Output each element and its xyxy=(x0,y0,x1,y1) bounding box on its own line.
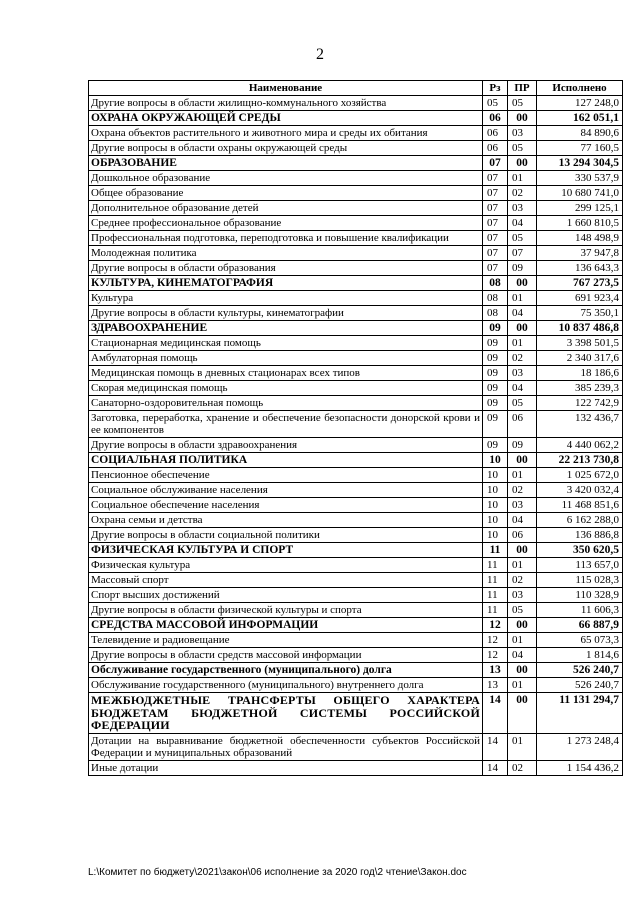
row-rz-cell: 09 xyxy=(483,438,508,453)
row-name-cell: Другие вопросы в области социальной политики xyxy=(89,528,483,543)
table-row xyxy=(89,483,623,498)
row-amount-cell: 115 028,3 xyxy=(537,573,623,588)
row-amount-cell: 11 468 851,6 xyxy=(537,498,623,513)
row-pr-cell: 05 xyxy=(508,603,537,618)
row-amount-cell: 1 814,6 xyxy=(537,648,623,663)
row-amount-cell: 13 294 304,5 xyxy=(537,156,623,171)
row-name-cell: Другие вопросы в области здравоохранения xyxy=(89,438,483,453)
row-name-cell: Другие вопросы в области жилищно-коммунального хозяйства xyxy=(89,96,483,111)
row-amount-cell: 385 239,3 xyxy=(537,381,623,396)
row-rz-cell: 10 xyxy=(483,498,508,513)
row-amount-cell: 6 162 288,0 xyxy=(537,513,623,528)
row-rz-cell: 13 xyxy=(483,663,508,678)
row-pr-cell: 00 xyxy=(508,663,537,678)
row-pr-cell: 04 xyxy=(508,381,537,396)
row-rz-cell: 14 xyxy=(483,733,508,760)
row-rz-cell: 11 xyxy=(483,603,508,618)
row-rz-cell: 10 xyxy=(483,453,508,468)
table-row xyxy=(89,186,623,201)
row-rz-cell: 08 xyxy=(483,276,508,291)
row-name-cell: Дошкольное образование xyxy=(89,171,483,186)
row-amount-cell: 1 660 810,5 xyxy=(537,216,623,231)
table-row xyxy=(89,498,623,513)
table-row xyxy=(89,171,623,186)
row-rz-cell: 09 xyxy=(483,336,508,351)
row-amount-cell: 3 420 032,4 xyxy=(537,483,623,498)
row-pr-cell: 00 xyxy=(508,693,537,734)
row-rz-cell: 07 xyxy=(483,246,508,261)
row-pr-cell: 02 xyxy=(508,483,537,498)
row-amount-cell: 11 131 294,7 xyxy=(537,693,623,734)
row-rz-cell: 11 xyxy=(483,543,508,558)
table-row xyxy=(89,633,623,648)
table-row xyxy=(89,306,623,321)
row-name-cell: ОБРАЗОВАНИЕ xyxy=(89,156,483,171)
row-name-cell: Дополнительное образование детей xyxy=(89,201,483,216)
column-header-rz: Рз xyxy=(483,81,508,96)
table-row xyxy=(89,366,623,381)
table-section-row xyxy=(89,276,623,291)
row-amount-cell: 1 154 436,2 xyxy=(537,760,623,775)
row-amount-cell: 148 498,9 xyxy=(537,231,623,246)
row-amount-cell: 526 240,7 xyxy=(537,663,623,678)
row-name-cell: Другие вопросы в области охраны окружающей среды xyxy=(89,141,483,156)
row-pr-cell: 04 xyxy=(508,216,537,231)
table-row xyxy=(89,588,623,603)
table-row xyxy=(89,573,623,588)
row-pr-cell: 00 xyxy=(508,453,537,468)
row-amount-cell: 350 620,5 xyxy=(537,543,623,558)
table-section-row xyxy=(89,156,623,171)
row-name-cell: Общее образование xyxy=(89,186,483,201)
row-pr-cell: 02 xyxy=(508,573,537,588)
row-pr-cell: 06 xyxy=(508,411,537,438)
row-name-cell: Скорая медицинская помощь xyxy=(89,381,483,396)
row-name-cell: Санаторно-оздоровительная помощь xyxy=(89,396,483,411)
row-pr-cell: 03 xyxy=(508,588,537,603)
row-name-cell: Социальное обеспечение населения xyxy=(89,498,483,513)
row-pr-cell: 01 xyxy=(508,678,537,693)
row-pr-cell: 01 xyxy=(508,633,537,648)
row-pr-cell: 01 xyxy=(508,291,537,306)
row-amount-cell: 1 025 672,0 xyxy=(537,468,623,483)
budget-execution-table xyxy=(88,80,623,776)
row-rz-cell: 10 xyxy=(483,513,508,528)
row-name-cell: Стационарная медицинская помощь xyxy=(89,336,483,351)
row-rz-cell: 07 xyxy=(483,231,508,246)
row-pr-cell: 05 xyxy=(508,396,537,411)
row-pr-cell: 01 xyxy=(508,558,537,573)
row-name-cell: Заготовка, переработка, хранение и обеспечение безопасности донорской крови и ее компонентов xyxy=(89,411,483,438)
row-rz-cell: 09 xyxy=(483,381,508,396)
column-header-name: Наименование xyxy=(89,81,483,96)
table-row xyxy=(89,351,623,366)
table-row xyxy=(89,733,623,760)
row-amount-cell: 18 186,6 xyxy=(537,366,623,381)
table-section-row xyxy=(89,543,623,558)
row-name-cell: Другие вопросы в области физической культуры и спорта xyxy=(89,603,483,618)
row-amount-cell: 330 537,9 xyxy=(537,171,623,186)
row-amount-cell: 75 350,1 xyxy=(537,306,623,321)
row-pr-cell: 02 xyxy=(508,351,537,366)
row-rz-cell: 11 xyxy=(483,588,508,603)
row-name-cell: Профессиональная подготовка, переподготовка и повышение квалификации xyxy=(89,231,483,246)
table-row xyxy=(89,396,623,411)
row-rz-cell: 07 xyxy=(483,216,508,231)
row-rz-cell: 06 xyxy=(483,111,508,126)
row-rz-cell: 12 xyxy=(483,618,508,633)
row-name-cell: Дотации на выравнивание бюджетной обеспеченности субъектов Российской Федерации и муниципальных образований xyxy=(89,733,483,760)
row-rz-cell: 08 xyxy=(483,306,508,321)
row-name-cell: Медицинская помощь в дневных стационарах всех типов xyxy=(89,366,483,381)
table-row xyxy=(89,411,623,438)
row-pr-cell: 04 xyxy=(508,306,537,321)
row-amount-cell: 77 160,5 xyxy=(537,141,623,156)
row-amount-cell: 526 240,7 xyxy=(537,678,623,693)
row-name-cell: Охрана объектов растительного и животного мира и среды их обитания xyxy=(89,126,483,141)
table-section-row xyxy=(89,693,623,734)
row-pr-cell: 00 xyxy=(508,111,537,126)
table-row xyxy=(89,126,623,141)
row-rz-cell: 09 xyxy=(483,351,508,366)
row-pr-cell: 05 xyxy=(508,141,537,156)
row-rz-cell: 10 xyxy=(483,468,508,483)
table-row xyxy=(89,291,623,306)
row-rz-cell: 07 xyxy=(483,171,508,186)
row-rz-cell: 14 xyxy=(483,760,508,775)
row-name-cell: Социальное обслуживание населения xyxy=(89,483,483,498)
row-name-cell: СОЦИАЛЬНАЯ ПОЛИТИКА xyxy=(89,453,483,468)
row-name-cell: Другие вопросы в области образования xyxy=(89,261,483,276)
row-pr-cell: 09 xyxy=(508,438,537,453)
row-rz-cell: 05 xyxy=(483,96,508,111)
row-amount-cell: 162 051,1 xyxy=(537,111,623,126)
row-rz-cell: 09 xyxy=(483,396,508,411)
row-name-cell: Пенсионное обеспечение xyxy=(89,468,483,483)
row-pr-cell: 07 xyxy=(508,246,537,261)
row-rz-cell: 10 xyxy=(483,483,508,498)
row-name-cell: ФИЗИЧЕСКАЯ КУЛЬТУРА И СПОРТ xyxy=(89,543,483,558)
table-row xyxy=(89,468,623,483)
row-amount-cell: 136 643,3 xyxy=(537,261,623,276)
table-row xyxy=(89,231,623,246)
table-section-row xyxy=(89,453,623,468)
table-section-row xyxy=(89,618,623,633)
row-amount-cell: 10 837 486,8 xyxy=(537,321,623,336)
row-pr-cell: 03 xyxy=(508,366,537,381)
table-row xyxy=(89,513,623,528)
row-pr-cell: 04 xyxy=(508,648,537,663)
row-name-cell: Обслуживание государственного (муниципального) долга xyxy=(89,663,483,678)
row-name-cell: Спорт высших достижений xyxy=(89,588,483,603)
row-pr-cell: 03 xyxy=(508,126,537,141)
row-pr-cell: 01 xyxy=(508,468,537,483)
row-name-cell: Молодежная политика xyxy=(89,246,483,261)
row-rz-cell: 07 xyxy=(483,261,508,276)
row-amount-cell: 65 073,3 xyxy=(537,633,623,648)
table-row xyxy=(89,438,623,453)
row-pr-cell: 00 xyxy=(508,543,537,558)
row-amount-cell: 691 923,4 xyxy=(537,291,623,306)
table-row xyxy=(89,603,623,618)
table-row xyxy=(89,216,623,231)
row-amount-cell: 84 890,6 xyxy=(537,126,623,141)
row-rz-cell: 09 xyxy=(483,321,508,336)
row-name-cell: Массовый спорт xyxy=(89,573,483,588)
table-row xyxy=(89,381,623,396)
row-pr-cell: 01 xyxy=(508,336,537,351)
row-rz-cell: 11 xyxy=(483,573,508,588)
row-amount-cell: 3 398 501,5 xyxy=(537,336,623,351)
row-name-cell: ОХРАНА ОКРУЖАЮЩЕЙ СРЕДЫ xyxy=(89,111,483,126)
table-row xyxy=(89,558,623,573)
table-row xyxy=(89,336,623,351)
row-rz-cell: 09 xyxy=(483,366,508,381)
row-amount-cell: 113 657,0 xyxy=(537,558,623,573)
row-rz-cell: 14 xyxy=(483,693,508,734)
row-name-cell: Обслуживание государственного (муниципального) внутреннего долга xyxy=(89,678,483,693)
table-row xyxy=(89,760,623,775)
row-pr-cell: 09 xyxy=(508,261,537,276)
row-rz-cell: 12 xyxy=(483,633,508,648)
row-rz-cell: 06 xyxy=(483,141,508,156)
row-name-cell: Иные дотации xyxy=(89,760,483,775)
row-name-cell: Культура xyxy=(89,291,483,306)
row-amount-cell: 66 887,9 xyxy=(537,618,623,633)
table-section-row xyxy=(89,663,623,678)
table-row xyxy=(89,201,623,216)
row-pr-cell: 00 xyxy=(508,156,537,171)
table-row xyxy=(89,96,623,111)
row-rz-cell: 11 xyxy=(483,558,508,573)
row-name-cell: ЗДРАВООХРАНЕНИЕ xyxy=(89,321,483,336)
row-name-cell: КУЛЬТУРА, КИНЕМАТОГРАФИЯ xyxy=(89,276,483,291)
row-name-cell: Амбулаторная помощь xyxy=(89,351,483,366)
row-pr-cell: 00 xyxy=(508,321,537,336)
row-amount-cell: 132 436,7 xyxy=(537,411,623,438)
row-amount-cell: 767 273,5 xyxy=(537,276,623,291)
row-rz-cell: 08 xyxy=(483,291,508,306)
row-amount-cell: 136 886,8 xyxy=(537,528,623,543)
table-row xyxy=(89,261,623,276)
row-name-cell: Другие вопросы в области культуры, кинематографии xyxy=(89,306,483,321)
column-header-pr: ПР xyxy=(508,81,537,96)
row-amount-cell: 10 680 741,0 xyxy=(537,186,623,201)
row-pr-cell: 01 xyxy=(508,733,537,760)
row-name-cell: Телевидение и радиовещание xyxy=(89,633,483,648)
row-amount-cell: 4 440 062,2 xyxy=(537,438,623,453)
row-rz-cell: 13 xyxy=(483,678,508,693)
table-row xyxy=(89,141,623,156)
row-name-cell: МЕЖБЮДЖЕТНЫЕ ТРАНСФЕРТЫ ОБЩЕГО ХАРАКТЕРА БЮДЖЕТАМ БЮДЖЕТНОЙ СИСТЕМЫ РОССИЙСКОЙ ФЕДЕРАЦИИ xyxy=(89,693,483,734)
row-rz-cell: 07 xyxy=(483,201,508,216)
row-pr-cell: 00 xyxy=(508,276,537,291)
row-amount-cell: 22 213 730,8 xyxy=(537,453,623,468)
row-name-cell: СРЕДСТВА МАССОВОЙ ИНФОРМАЦИИ xyxy=(89,618,483,633)
row-pr-cell: 06 xyxy=(508,528,537,543)
row-pr-cell: 05 xyxy=(508,231,537,246)
column-header-amount: Исполнено xyxy=(537,81,623,96)
row-amount-cell: 299 125,1 xyxy=(537,201,623,216)
row-amount-cell: 110 328,9 xyxy=(537,588,623,603)
row-rz-cell: 07 xyxy=(483,156,508,171)
row-pr-cell: 02 xyxy=(508,186,537,201)
table-row xyxy=(89,648,623,663)
row-pr-cell: 03 xyxy=(508,498,537,513)
row-amount-cell: 122 742,9 xyxy=(537,396,623,411)
table-header-row xyxy=(89,81,623,96)
row-rz-cell: 06 xyxy=(483,126,508,141)
row-amount-cell: 1 273 248,4 xyxy=(537,733,623,760)
row-rz-cell: 07 xyxy=(483,186,508,201)
row-name-cell: Охрана семьи и детства xyxy=(89,513,483,528)
row-name-cell: Среднее профессиональное образование xyxy=(89,216,483,231)
row-name-cell: Другие вопросы в области средств массовой информации xyxy=(89,648,483,663)
table-section-row xyxy=(89,111,623,126)
table-body xyxy=(89,96,623,776)
row-amount-cell: 11 606,3 xyxy=(537,603,623,618)
row-amount-cell: 37 947,8 xyxy=(537,246,623,261)
row-rz-cell: 10 xyxy=(483,528,508,543)
row-amount-cell: 127 248,0 xyxy=(537,96,623,111)
table-row xyxy=(89,246,623,261)
row-pr-cell: 00 xyxy=(508,618,537,633)
page-number: 2 xyxy=(316,46,324,63)
table-row xyxy=(89,528,623,543)
row-name-cell: Физическая культура xyxy=(89,558,483,573)
row-pr-cell: 03 xyxy=(508,201,537,216)
table-row xyxy=(89,678,623,693)
footer-file-path: L:\Комитет по бюджету\2021\закон\06 исполнение за 2020 год\2 чтение\Закон.doc xyxy=(88,867,467,878)
row-rz-cell: 12 xyxy=(483,648,508,663)
row-pr-cell: 04 xyxy=(508,513,537,528)
row-amount-cell: 2 340 317,6 xyxy=(537,351,623,366)
row-pr-cell: 01 xyxy=(508,171,537,186)
row-pr-cell: 05 xyxy=(508,96,537,111)
table-section-row xyxy=(89,321,623,336)
row-pr-cell: 02 xyxy=(508,760,537,775)
row-rz-cell: 09 xyxy=(483,411,508,438)
